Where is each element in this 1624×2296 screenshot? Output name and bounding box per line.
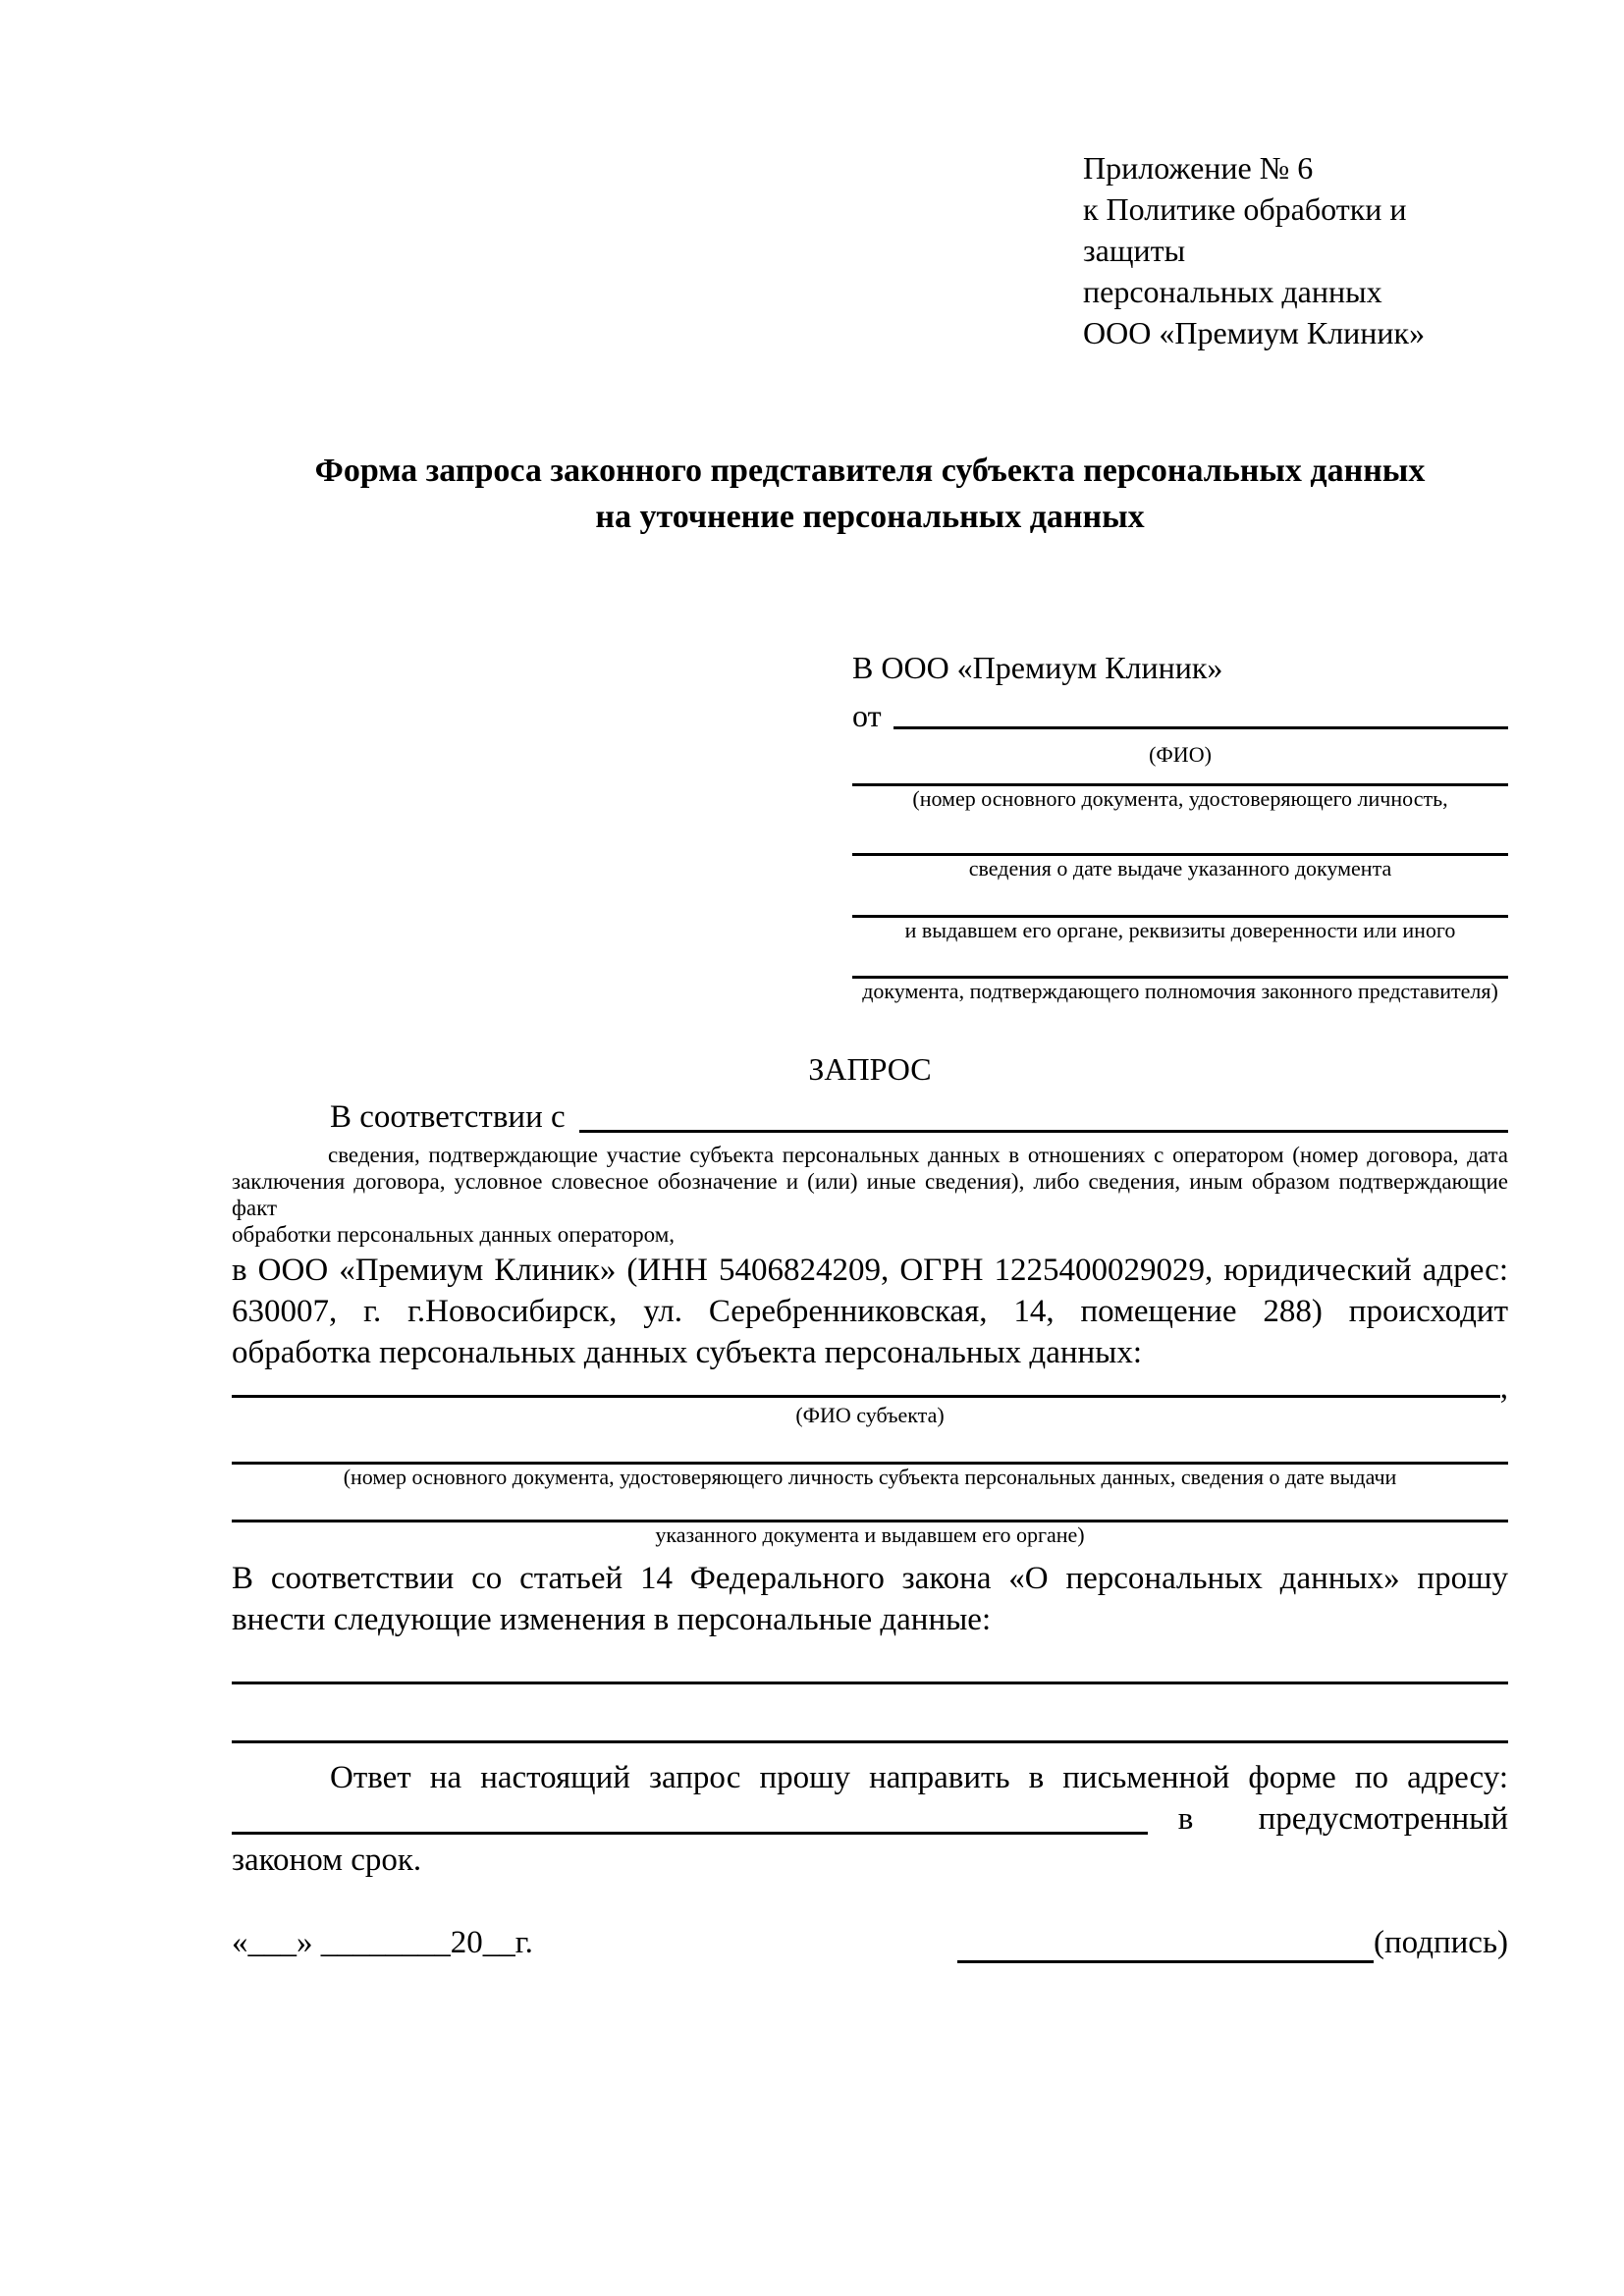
blank-line <box>232 1428 1508 1465</box>
explanation-line: сведения, подтверждающие участие субъекта персональных данных в отношениях с оператором (номер договора, дата <box>328 1143 1508 1167</box>
appendix-line: персональных данных <box>1083 274 1382 309</box>
addressee-from-row <box>852 697 1508 734</box>
operator-line: обработка персональных данных субъекта персональных данных: <box>232 1335 1142 1370</box>
fio-caption: (ФИО) <box>1149 742 1212 767</box>
blank-line <box>232 1798 1148 1835</box>
trailing-comma: , <box>1499 1370 1508 1406</box>
operator-line: 630007, г. г.Новосибирск, ул. Серебренниковская, 14, помещение 288) происходит <box>232 1294 1508 1329</box>
operator-paragraph <box>232 1250 1508 1373</box>
title-line: на уточнение персональных данных <box>595 499 1145 535</box>
appendix-header <box>1083 147 1508 353</box>
blank-line <box>579 1096 1508 1133</box>
request-heading: ЗАПРОС <box>808 1051 932 1087</box>
appendix-line: к Политике обработки и защиты <box>1083 191 1407 268</box>
signature-blank-line <box>957 1925 1374 1963</box>
field-caption: сведения о дате выдаче указанного документа <box>968 856 1392 881</box>
law-line: внести следующие изменения в персональные данные: <box>232 1602 992 1637</box>
blank-line <box>852 943 1508 979</box>
explanation-text <box>232 1142 1508 1248</box>
addressee-to: В ООО «Премиум Клиник» <box>852 650 1223 685</box>
reply-line: Ответ на настоящий запрос прошу направить в письменной форме по адресу: <box>330 1760 1508 1795</box>
law-paragraph <box>232 1558 1508 1640</box>
subject-doc-caption: указанного документа и выдавшем его органе) <box>655 1522 1085 1547</box>
blank-line <box>232 1490 1508 1522</box>
operator-line: в ООО «Премиум Клиник» (ИНН 5406824209, ОГРН 1225400029029, юридический адрес: <box>232 1253 1508 1288</box>
explanation-line: заключения договора, условное словесное обозначение и (или) иные сведения), либо сведения, иным образом подтверждающие факт <box>232 1169 1508 1220</box>
subject-fio-caption: (ФИО субъекта) <box>795 1403 945 1427</box>
signature-cell <box>957 1922 1508 1963</box>
blank-line <box>852 881 1508 918</box>
appendix-line: Приложение № 6 <box>1083 150 1314 186</box>
from-label: от <box>852 698 882 733</box>
subject-doc-caption: (номер основного документа, удостоверяющего личность субъекта персональных данных, сведения о дате выдачи <box>343 1465 1397 1489</box>
lead-label: В соответствии с <box>330 1099 566 1135</box>
field-caption: (номер основного документа, удостоверяющего личность, <box>912 786 1448 811</box>
document-title <box>232 448 1508 540</box>
lead-row <box>232 1096 1508 1138</box>
appendix-line: ООО «Премиум Клиник» <box>1083 315 1426 350</box>
from-blank-line <box>893 697 1508 729</box>
reply-line-right: в предусмотренный <box>1177 1801 1508 1837</box>
field-caption: документа, подтверждающего полномочия законного представителя) <box>862 979 1498 1003</box>
blank-line <box>852 812 1508 856</box>
blank-line <box>232 1640 1508 1684</box>
subject-fio-row <box>232 1370 1508 1406</box>
blank-line <box>232 1684 1508 1743</box>
signature-caption: (подпись) <box>1374 1925 1508 1960</box>
reply-paragraph <box>232 1757 1508 1881</box>
blank-line <box>852 768 1508 786</box>
addressee-block <box>852 648 1508 1004</box>
date-signature-row <box>232 1922 1508 1963</box>
reply-line: законом срок. <box>232 1842 422 1878</box>
explanation-line: обработки персональных данных оператором, <box>232 1222 675 1247</box>
law-line: В соответствии со статьей 14 Федерального закона «О персональных данных» прошу <box>232 1561 1508 1596</box>
title-line: Форма запроса законного представителя субъекта персональных данных <box>314 453 1426 489</box>
date-template: «___» ________20__г. <box>232 1925 533 1960</box>
field-caption: и выдавшем его органе, реквизиты доверенности или иного <box>904 918 1456 942</box>
blank-line <box>232 1373 1500 1398</box>
reply-address-row <box>232 1798 1508 1840</box>
